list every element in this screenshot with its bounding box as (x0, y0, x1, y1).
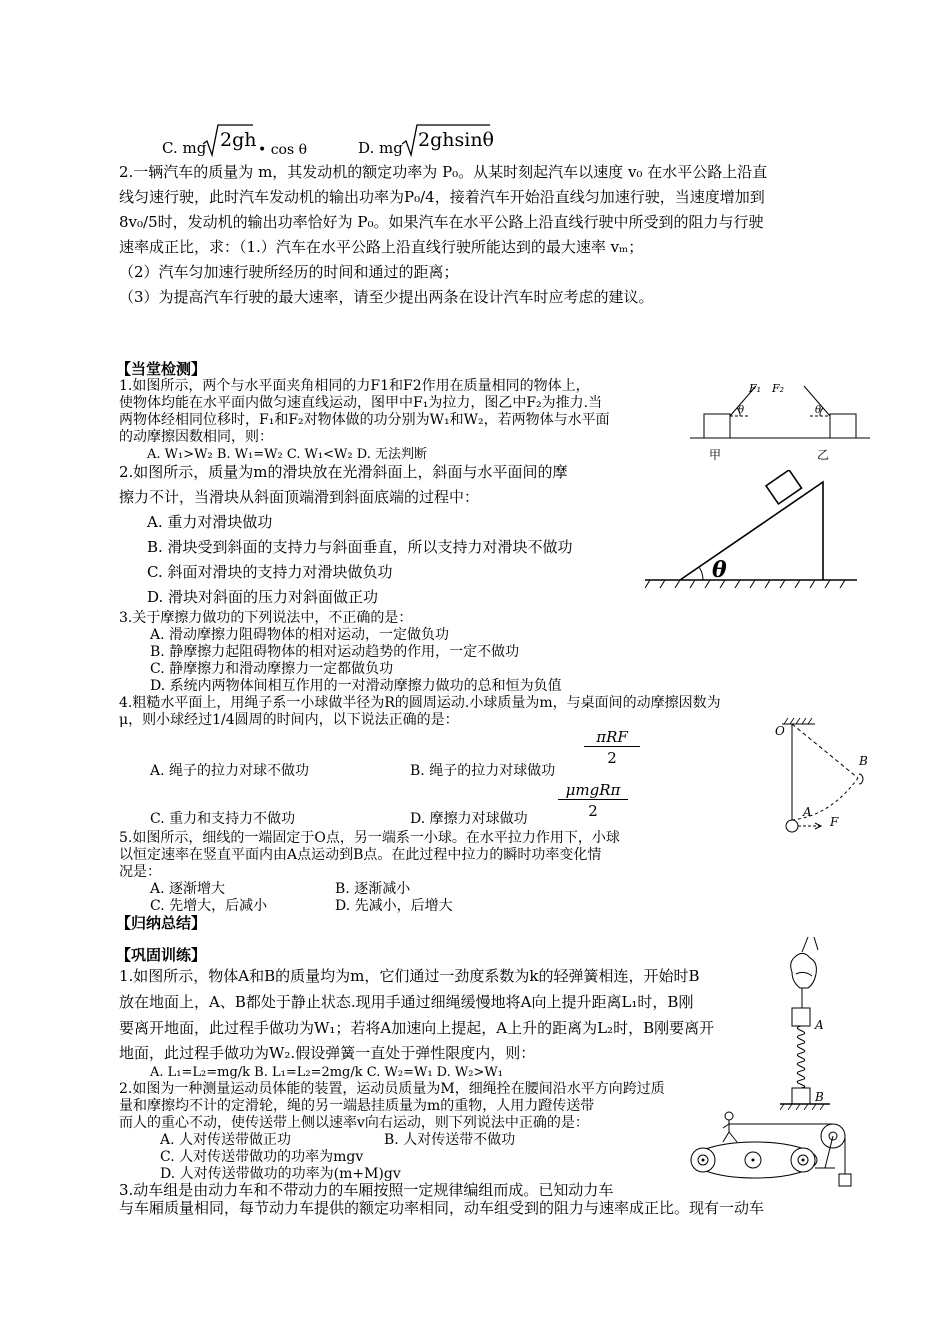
c1-line1: 1.如图所示，两个与水平面夹角相同的力F1和F2作用在质量相同的物体上， (119, 378, 590, 394)
p3-line2: 与车厢质量相同，每节动力车提供的额定功率相同，动车组受到的阻力与速率成正比。现有一动车 (119, 1199, 765, 1217)
p2-option-b: B. 人对传送带不做功 (384, 1132, 516, 1148)
p2-option-c: C. 人对传送带做功的功率为mgv (160, 1149, 364, 1165)
c4-option-a: A. 绳子的拉力对球不做功 (150, 763, 310, 779)
section-practice-heading: 【巩固训练】 (116, 946, 207, 964)
p2-option-d: D. 人对传送带做功的功率为(m+M)gv (160, 1166, 401, 1182)
section-check-heading: 【当堂检测】 (116, 360, 207, 378)
p1-fig-b-label: B (815, 1090, 824, 1104)
c2-option-d: D. 滑块对斜面的压力对斜面做正功 (147, 588, 379, 606)
c4-fraction-d (558, 781, 628, 820)
c4-option-b: B. 绳子的拉力对球做功 (410, 763, 556, 779)
c4-fraction-d-den: 2 (588, 802, 598, 820)
c4-line1: 4.粗糙水平面上，用绳子系一小球做半径为R的圆周运动.小球质量为m，与桌面间的动摩擦因数为 (119, 695, 721, 711)
p1-fig-a-label: A (815, 1018, 824, 1032)
c1-fig-jia-label: 甲 (709, 448, 722, 462)
prev-option-d-radicand: 2ghsinθ (418, 129, 494, 151)
q2-line2: 线匀速行驶，此时汽车发动机的输出功率为P₀/4，接着汽车开始沿直线匀加速行驶，当速度增加到 (119, 188, 765, 206)
c4-line2: μ，则小球经过1/4圆周的时间内，以下说法正确的是： (119, 712, 459, 728)
prev-option-c-radicand: 2gh (220, 129, 257, 151)
c5-line1: 5.如图所示，细线的一端固定于O点，另一端系一小球。在水平拉力作用下，小球 (119, 830, 620, 846)
c3-option-c: C. 静摩擦力和滑动摩擦力一定都做负功 (150, 661, 394, 677)
c1-fig-f1-label: F₁ (749, 382, 762, 395)
p2-option-a: A. 人对传送带做正功 (160, 1132, 292, 1148)
c1-line4: 的动摩擦因数相同，则： (119, 429, 273, 445)
c5-line2: 以恒定速率在竖直平面内由A点运动到B点。在此过程中拉力的瞬时功率变化情 (119, 847, 602, 863)
c3-option-a: A. 滑动摩擦力阻碍物体的相对运动，一定做负功 (150, 627, 450, 643)
c1-fig-yi-label: 乙 (817, 448, 830, 462)
prev-option-d-label: D. mg (358, 139, 403, 157)
c2-incline-figure (645, 470, 860, 595)
c4-option-d: D. 摩擦力对球做功 (410, 811, 528, 827)
c1-line3: 两物体经相同位移时，F₁和F₂对物体做的功分别为W₁和W₂，若两物体与水平面 (119, 412, 610, 428)
p2-line1: 2.如图为一种测量运动员体能的装置，运动员质量为M，细绳拴在腰间沿水平方向跨过质 (119, 1081, 665, 1097)
p2-line3: 而人的重心不动，使传送带上侧以速率v向右运动，则下列说法中正确的是： (119, 1115, 589, 1131)
c5-option-c: C. 先增大，后减小 (150, 898, 268, 914)
p1-line1: 1.如图所示，物体A和B的质量均为m，它们通过一劲度系数为k的轻弹簧相连，开始时B (119, 967, 700, 985)
c3-line1: 3.关于摩擦力做功的下列说法中，不正确的是： (119, 610, 413, 626)
c1-fig-f2-label: F₂ (772, 382, 785, 395)
section-summary-heading: 【归纳总结】 (116, 914, 207, 932)
p1-spring-figure (780, 932, 840, 1112)
c5-option-b: B. 逐渐减小 (335, 881, 411, 897)
c5-pendulum-figure (770, 716, 880, 838)
p1-line4: 地面，此过程手做功为W₂.假设弹簧一直处于弹性限度内，则： (119, 1044, 536, 1062)
c4-option-c: C. 重力和支持力不做功 (150, 811, 296, 827)
c1-line2: 使物体均能在水平面内做匀速直线运动，图甲中F₁为拉力，图乙中F₂为推力.当 (119, 395, 603, 411)
c2-fig-theta: θ (712, 557, 727, 583)
prev-option-c-tail: • cos θ (258, 142, 308, 158)
p3-line1: 3.动车组是由动力车和不带动力的车厢按照一定规律编组而成。已知动力车 (119, 1181, 614, 1199)
c3-option-d: D. 系统内两物体间相互作用的一对滑动摩擦力做功的总和恒为负值 (150, 678, 562, 694)
c2-option-a: A. 重力对滑块做功 (147, 513, 273, 531)
p2-treadmill-figure (685, 1108, 855, 1190)
c2-line1: 2.如图所示，质量为m的滑块放在光滑斜面上，斜面与水平面间的摩 (119, 463, 568, 481)
q2-line3: 8v₀/5时，发动机的输出功率恰好为 P₀。如果汽车在水平公路上沿直线行驶中所受到的阻力与行驶 (119, 213, 764, 231)
c4-fraction-b-den: 2 (607, 749, 617, 767)
prev-option-c-label: C. mg (162, 139, 207, 157)
c4-fraction-b-num: πRF (584, 728, 640, 747)
c5-fig-b-label: B (859, 754, 868, 768)
c3-option-b: B. 静摩擦力起阻碍物体的相对运动趋势的作用，一定不做功 (150, 644, 520, 660)
c5-option-a: A. 逐渐增大 (150, 881, 226, 897)
c1-fig-theta1: θ (738, 405, 745, 416)
c1-options: A. W₁>W₂ B. W₁=W₂ C. W₁<W₂ D. 无法判断 (147, 447, 427, 462)
prev-option-c (162, 138, 206, 158)
q2-line5: （2）汽车匀加速行驶所经历的时间和通过的距离； (119, 263, 459, 281)
p2-line2: 量和摩擦均不计的定滑轮，绳的另一端悬挂质量为m的重物，人用力蹬传送带 (119, 1098, 595, 1114)
prev-option-d (358, 138, 403, 158)
c4-fraction-d-num: μmgRπ (558, 781, 628, 800)
c2-option-b: B. 滑块受到斜面的支持力与斜面垂直，所以支持力对滑块不做功 (147, 538, 573, 556)
c2-option-c: C. 斜面对滑块的支持力对滑块做负功 (147, 563, 393, 581)
c1-fig-theta2: θ (815, 405, 822, 416)
c4-fraction-b (584, 728, 640, 767)
p1-line3: 要离开地面，此过程手做功为W₁；若将A加速向上提起，A上升的距离为L₂时，B刚要离开 (119, 1019, 715, 1037)
p1-options: A. L₁=L₂=mg/k B. L₁=L₂=2mg/k C. W₂=W₁ D. W₂>W₁ (150, 1065, 503, 1080)
c5-fig-f-label: F (830, 815, 839, 829)
c5-line3: 况是： (119, 864, 161, 880)
c5-fig-o-label: O (775, 724, 785, 738)
p1-line2: 放在地面上，A、B都处于静止状态.现用手通过细绳缓慢地将A向上提升距离L₁时，B刚 (119, 993, 694, 1011)
q2-line4: 速率成正比，求：（1.）汽车在水平公路上沿直线行驶所能达到的最大速率 vₘ； (119, 238, 644, 256)
c2-line2: 擦力不计，当滑块从斜面顶端滑到斜面底端的过程中： (119, 488, 480, 506)
q2-line1: 2.一辆汽车的质量为 m，其发动机的额定功率为 P₀。从某时刻起汽车以速度 v₀ 在水平公路上沿直 (119, 163, 768, 181)
c5-option-d: D. 先减小，后增大 (335, 898, 453, 914)
c5-fig-a-label: A (803, 805, 812, 819)
q2-line6: （3）为提高汽车行驶的最大速率，请至少提出两条在设计汽车时应考虑的建议。 (119, 288, 654, 306)
